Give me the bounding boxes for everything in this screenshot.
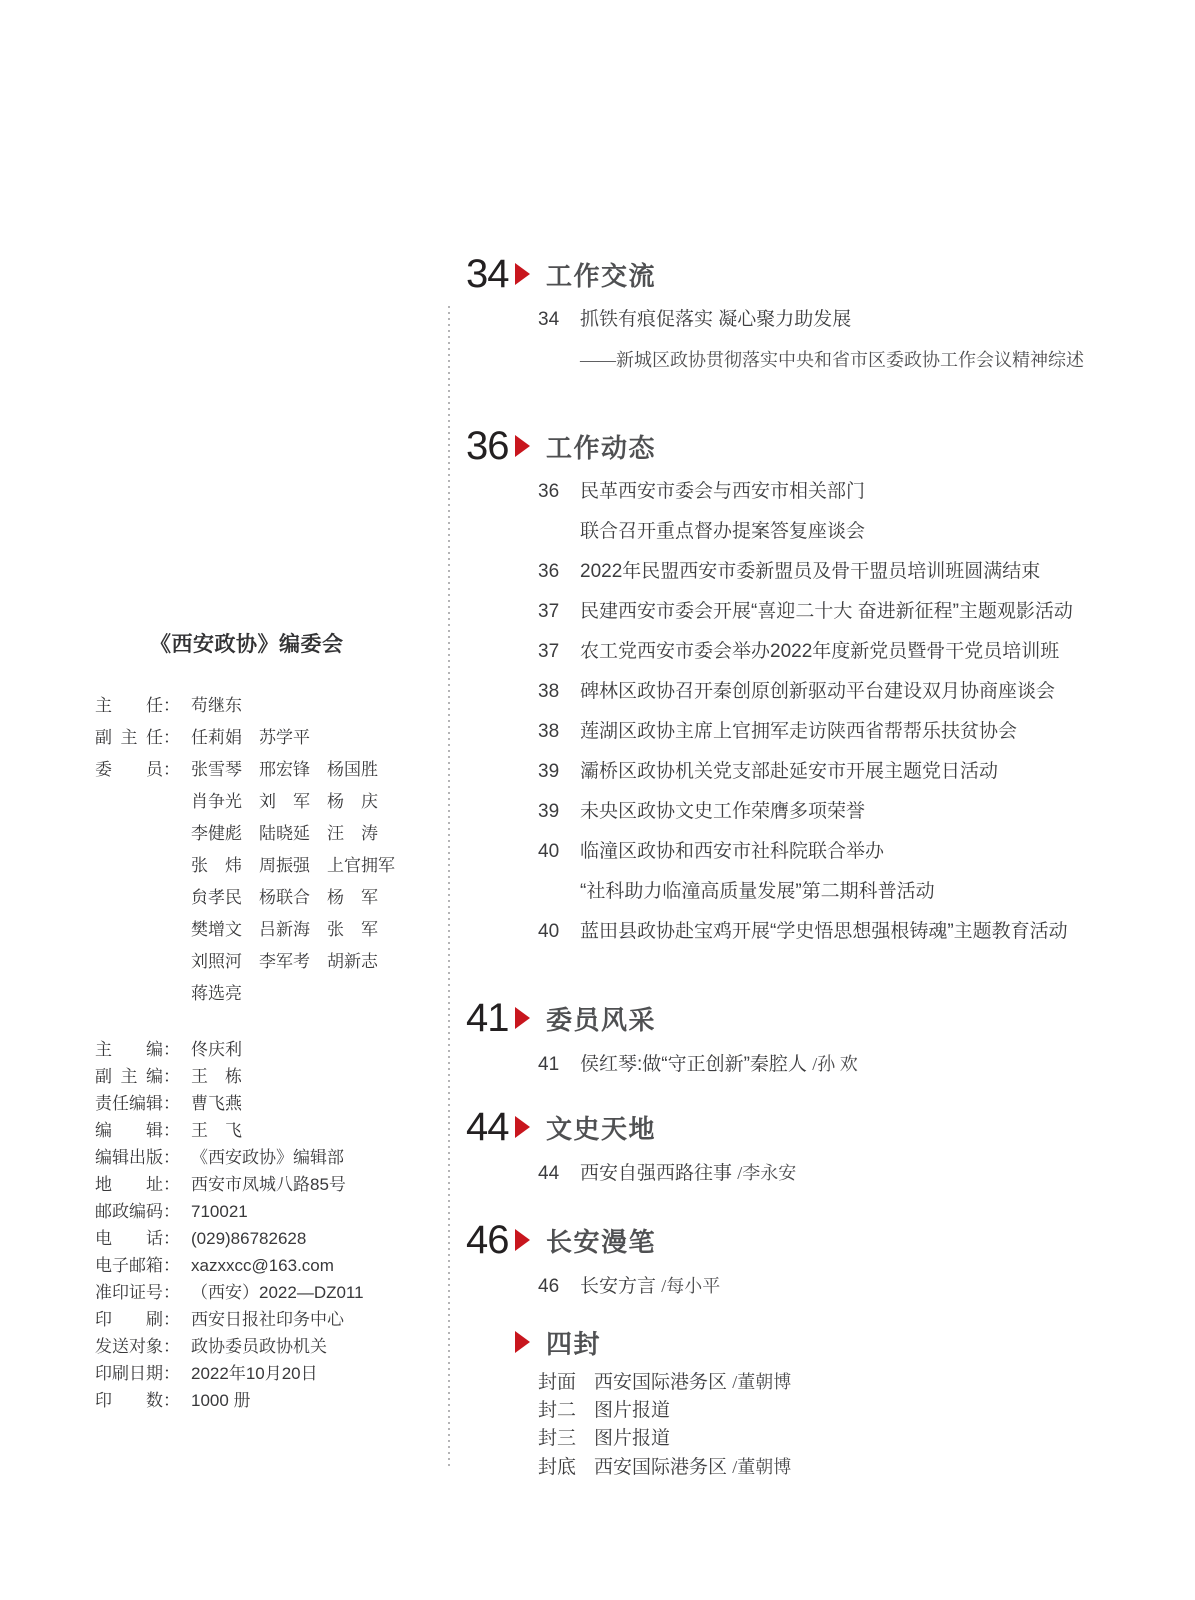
item-author: /董朝博 [732,1372,792,1392]
toc-item [466,1453,1166,1482]
info-row [95,1360,440,1387]
info-value: 西安日报社印务中心 [191,1310,344,1329]
item-text [580,1044,858,1085]
toc-item [466,552,1166,592]
info-value: (029)86782628 [191,1229,307,1248]
item-text [580,552,1040,592]
info-colon: ： [163,1121,180,1140]
info-colon: ： [163,1148,180,1167]
info-value: 肖争光 刘 军 杨 庆 [191,792,378,811]
item-title: 民革西安市委会与西安市相关部门 [580,481,866,502]
item-title: 西安国际港务区 [594,1457,733,1478]
toc-item [466,1044,1166,1085]
item-title: 抓铁有痕促落实 凝心聚力助发展 [580,309,852,330]
committee-members-row [95,850,440,882]
committee-members-row [95,786,440,818]
info-value: （西安）2022—DZ011 [191,1283,364,1302]
item-text [594,1368,791,1397]
section-title: 委员风采 [546,1004,657,1035]
info-value: 李健彪 陆晓延 汪 涛 [191,824,378,843]
item-title: 西安自强西路往事 [580,1163,738,1184]
item-title: 农工党西安市委会举办2022年度新党员暨骨干党员培训班 [580,641,1060,662]
info-value: 樊增文 吕新海 张 军 [191,920,378,939]
item-text [580,592,1073,632]
section-title: 长安漫笔 [546,1226,657,1257]
info-value: 1000 册 [191,1391,251,1410]
item-text [580,300,851,340]
section-title: 四封 [546,1328,602,1359]
item-text [580,1153,796,1194]
toc-section [466,252,1166,381]
info-value: 贠孝民 杨联合 杨 军 [191,888,378,907]
item-title: 图片报道 [594,1428,671,1449]
red-triangle-icon [515,1229,530,1251]
info-colon: ： [163,1256,180,1275]
item-text [594,1397,670,1425]
section-items [466,300,1166,381]
toc-item [466,1266,1166,1307]
section-title: 工作动态 [546,432,657,463]
info-colon: ： [163,1067,180,1086]
info-row [95,1171,440,1198]
info-colon: ： [163,1094,180,1113]
item-page-number: 39 [538,761,560,782]
item-text [580,832,884,872]
info-label: 发送对象 [95,1337,163,1356]
item-author: /每小平 [661,1276,721,1296]
committee-members-row [95,818,440,850]
section-header [466,1218,1166,1262]
item-text [580,872,935,912]
info-colon: ： [163,1175,180,1194]
info-row [95,1117,440,1144]
item-text [580,712,1017,752]
section-items [466,472,1166,952]
info-row [95,1144,440,1171]
item-page-number: 40 [538,921,560,942]
item-title: 侯红琴:做“守正创新”秦腔人 [580,1054,813,1075]
info-value: 苟继东 [191,696,242,715]
info-value: 王 栋 [191,1067,242,1086]
info-row [95,1387,440,1414]
item-title: 碑林区政协召开秦创原创新驱动平台建设双月协商座谈会 [580,681,1056,702]
item-page-number: 38 [538,681,560,702]
info-colon: ： [163,1202,180,1221]
item-title: 蓝田县政协赴宝鸡开展“学史悟思想强根铸魂”主题教育活动 [580,921,1068,942]
info-row [95,1279,440,1306]
info-label: 主任 [95,696,163,715]
section-items [466,1153,1166,1194]
toc-item [466,832,1166,872]
toc-section [466,1105,1166,1194]
section-page-number: 34 [466,252,509,296]
red-triangle-icon [515,1116,530,1138]
item-page-number: 34 [538,309,560,330]
item-title: 莲湖区政协主席上官拥军走访陕西省帮帮乐扶贫协会 [580,721,1018,742]
item-page-number: 37 [538,641,560,662]
section-header [466,1320,1166,1364]
table-of-contents [466,0,1166,1600]
toc-item [466,872,1166,912]
item-text [580,912,1068,952]
info-row [95,1036,440,1063]
section-items [466,1044,1166,1085]
info-label: 印刷 [95,1310,163,1329]
info-value: 张 炜 周振强 上官拥军 [191,856,395,875]
item-title: 灞桥区政协机关党支部赴延安市开展主题党日活动 [580,761,999,782]
item-page-number: 封底 [538,1457,577,1478]
item-page-number: 封面 [538,1372,577,1393]
item-text [580,792,865,832]
publication-info-list [95,1036,440,1414]
toc-item [466,672,1166,712]
section-page-number: 46 [466,1218,509,1262]
item-text [580,672,1055,712]
info-row [95,1063,440,1090]
item-author: ——新城区政协贯彻落实中央和省市区委政协工作会议精神综述 [580,350,1084,370]
info-label: 编辑出版 [95,1148,163,1167]
item-page-number: 41 [538,1054,560,1075]
item-text [580,1266,720,1307]
info-colon: ： [163,1310,180,1329]
item-title: 未央区政协文史工作荣膺多项荣誉 [580,801,866,822]
item-page-number: 封三 [538,1428,577,1449]
info-value: 《西安政协》编辑部 [191,1148,344,1167]
item-text [580,340,1084,381]
info-row [95,754,440,786]
info-row [95,1090,440,1117]
info-label: 准印证号 [95,1283,163,1302]
info-colon: ： [163,1040,180,1059]
info-row [95,722,440,754]
info-value: 蒋选亮 [191,984,242,1003]
item-page-number: 39 [538,801,560,822]
info-colon: ： [163,696,180,715]
toc-section [466,1320,1166,1482]
committee-members-row [95,882,440,914]
info-value: 西安市凤城八路85号 [191,1175,346,1194]
toc-item [466,340,1166,381]
section-header [466,996,1166,1040]
item-text [580,752,998,792]
item-title: “社科助力临潼高质量发展”第二期科普活动 [580,881,935,902]
info-label: 印数 [95,1391,163,1410]
toc-item [466,752,1166,792]
info-colon: ： [163,1229,180,1248]
info-row [95,1333,440,1360]
info-label: 电子邮箱 [95,1256,163,1275]
info-row [95,1306,440,1333]
section-header [466,424,1166,468]
info-row [95,690,440,722]
section-items [466,1368,1166,1482]
toc-section [466,996,1166,1085]
info-label: 电话 [95,1229,163,1248]
editorial-roles-list [95,690,440,1010]
toc-item [466,1397,1166,1425]
item-author: /孙 欢 [812,1054,858,1074]
info-colon: ： [163,728,180,747]
section-header [466,1105,1166,1149]
item-title: 长安方言 [580,1276,662,1297]
toc-item [466,1425,1166,1453]
item-title: 民建西安市委会开展“喜迎二十大 奋进新征程”主题观影活动 [580,601,1073,622]
item-text [580,472,865,512]
info-value: 政协委员政协机关 [191,1337,327,1356]
toc-section [466,1218,1166,1307]
info-row [95,1225,440,1252]
info-value: 佟庆利 [191,1040,242,1059]
item-page-number: 44 [538,1163,560,1184]
info-label: 编辑 [95,1121,163,1140]
info-colon: ： [163,1283,180,1302]
item-page-number: 36 [538,481,560,502]
committee-members-row [95,946,440,978]
info-label: 副主任 [95,728,163,747]
section-items [466,1266,1166,1307]
info-value: xazxxcc@163.com [191,1256,334,1275]
info-colon: ： [163,1337,180,1356]
editorial-board-panel [95,630,440,1414]
red-triangle-icon [515,263,530,285]
red-triangle-icon [515,1331,530,1353]
info-colon: ： [163,1364,180,1383]
item-page-number: 38 [538,721,560,742]
section-title: 工作交流 [546,260,657,291]
info-colon: ： [163,1391,180,1410]
section-page-number: 44 [466,1105,509,1149]
toc-item [466,300,1166,340]
info-value: 张雪琴 邢宏锋 杨国胜 [191,760,378,779]
info-label: 地址 [95,1175,163,1194]
section-header [466,252,1166,296]
item-author: /李永安 [737,1163,797,1183]
item-page-number: 46 [538,1276,560,1297]
section-page-number: 41 [466,996,509,1040]
item-text [594,1425,670,1453]
toc-item [466,472,1166,512]
section-title: 文史天地 [546,1113,657,1144]
toc-section [466,424,1166,952]
info-label: 委员 [95,760,163,779]
info-label: 责任编辑 [95,1094,163,1113]
item-title: 西安国际港务区 [594,1372,733,1393]
info-label: 副主编 [95,1067,163,1086]
toc-item [466,792,1166,832]
info-value: 王 飞 [191,1121,242,1140]
item-title: 图片报道 [594,1400,671,1421]
info-value: 曹飞燕 [191,1094,242,1113]
info-value: 710021 [191,1202,248,1221]
info-colon: ： [163,760,180,779]
toc-item [466,712,1166,752]
item-page-number: 40 [538,841,560,862]
committee-members-row [95,978,440,1010]
section-page-number: 36 [466,424,509,468]
info-label: 邮政编码 [95,1202,163,1221]
red-triangle-icon [515,1007,530,1029]
item-page-number: 36 [538,561,560,582]
info-label: 印刷日期 [95,1364,163,1383]
item-author: /董朝博 [732,1457,792,1477]
toc-item [466,512,1166,552]
item-text [580,632,1059,672]
item-text [594,1453,791,1482]
item-title: 2022年民盟西安市委新盟员及骨干盟员培训班圆满结束 [580,561,1041,582]
committee-members-row [95,914,440,946]
info-row [95,1252,440,1279]
vertical-dotted-divider [448,306,450,1468]
info-row [95,1198,440,1225]
item-title: 临潼区政协和西安市社科院联合举办 [580,841,885,862]
item-page-number: 37 [538,601,560,622]
editorial-board-title: 《西安政协》编委会 [150,633,344,656]
info-value: 任莉娟 苏学平 [191,728,310,747]
red-triangle-icon [515,435,530,457]
item-text [580,512,865,552]
toc-item [466,1153,1166,1194]
toc-item [466,632,1166,672]
info-value: 2022年10月20日 [191,1364,318,1383]
toc-item [466,912,1166,952]
toc-item [466,592,1166,632]
item-page-number: 封二 [538,1400,577,1421]
toc-item [466,1368,1166,1397]
info-label: 主编 [95,1040,163,1059]
info-value: 刘照河 李军考 胡新志 [191,952,378,971]
item-title: 联合召开重点督办提案答复座谈会 [580,521,866,542]
